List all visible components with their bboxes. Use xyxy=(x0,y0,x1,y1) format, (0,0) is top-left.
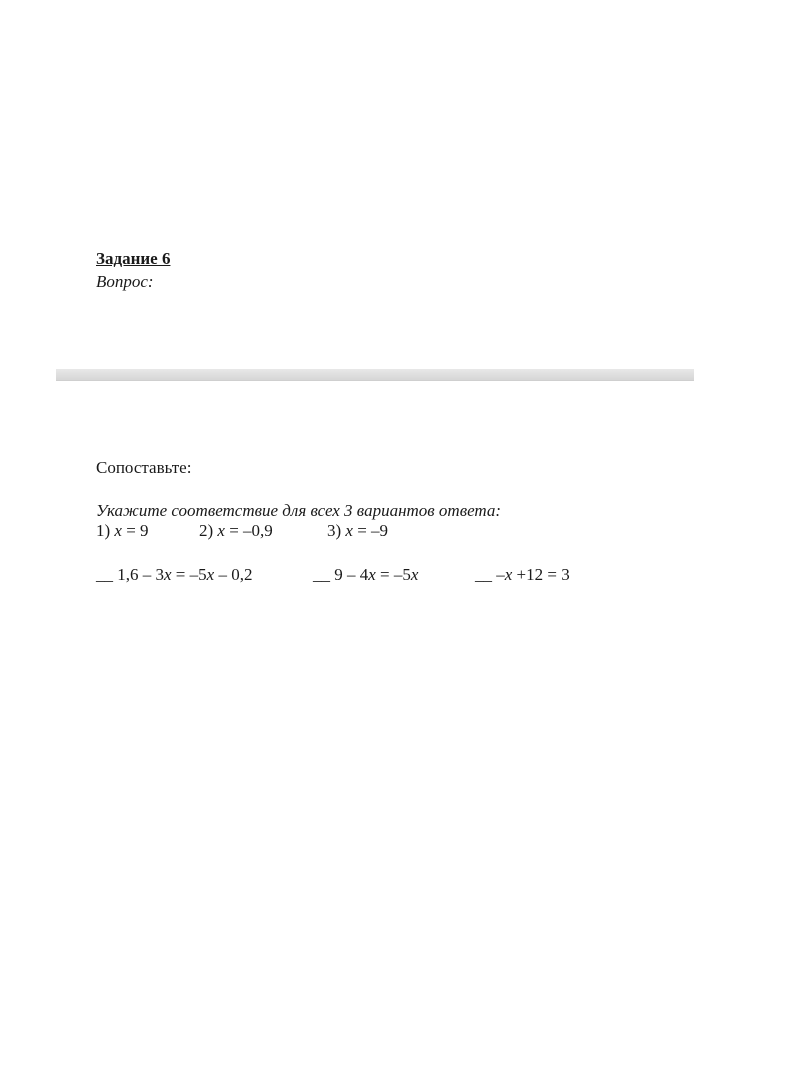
match-item-1[interactable] xyxy=(96,565,252,585)
equation-variable: x xyxy=(504,565,513,584)
option-number: 1) xyxy=(96,521,111,540)
equation-part: – xyxy=(492,565,505,584)
answer-prompt: Укажите соответствие для всех 3 вариантов ответа: xyxy=(96,501,502,520)
answer-options xyxy=(0,521,810,543)
answer-blank[interactable]: __ xyxy=(475,565,492,584)
answer-option-1 xyxy=(96,521,149,541)
task-title: Задание 6 xyxy=(96,249,171,268)
equation-part: = –5 xyxy=(171,565,207,584)
equation-variable: x xyxy=(206,565,215,584)
section-divider xyxy=(56,369,694,381)
equation-part: +12 = 3 xyxy=(512,565,570,584)
match-item-2[interactable] xyxy=(313,565,418,585)
instruction-text: Сопоставьте: xyxy=(96,458,192,477)
equation-part: = –5 xyxy=(375,565,411,584)
match-item-3[interactable] xyxy=(475,565,570,585)
answer-blank[interactable]: __ xyxy=(313,565,330,584)
option-value: = –9 xyxy=(352,521,389,540)
question-label: Вопрос: xyxy=(96,272,154,291)
answer-option-2 xyxy=(199,521,273,541)
match-equations xyxy=(0,565,810,587)
option-variable: x xyxy=(114,521,122,540)
option-number: 3) xyxy=(327,521,342,540)
option-variable: x xyxy=(217,521,225,540)
answer-blank[interactable]: __ xyxy=(96,565,113,584)
answer-option-3 xyxy=(327,521,388,541)
equation-part: 9 – 4 xyxy=(330,565,369,584)
option-value: = 9 xyxy=(121,521,149,540)
option-value: = –0,9 xyxy=(224,521,273,540)
equation-part: 1,6 – 3 xyxy=(113,565,164,584)
option-variable: x xyxy=(345,521,353,540)
equation-variable: x xyxy=(164,565,172,584)
equation-variable: x xyxy=(410,565,419,584)
equation-variable: x xyxy=(368,565,376,584)
equation-part: – 0,2 xyxy=(214,565,253,584)
option-number: 2) xyxy=(199,521,214,540)
